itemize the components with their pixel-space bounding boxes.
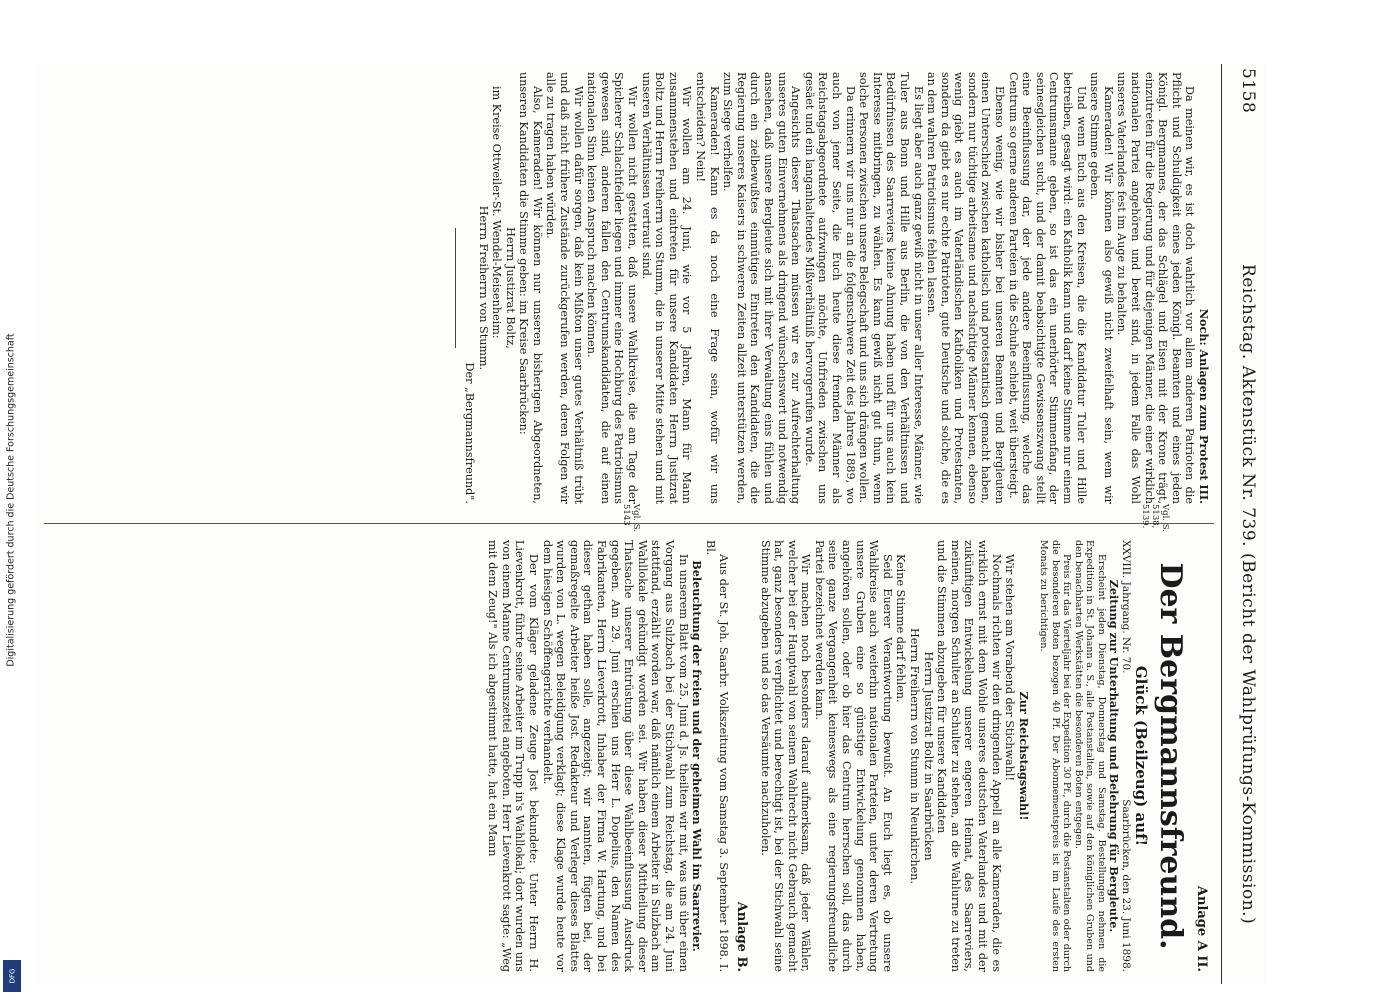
article-title: Beleuchtung der freien und der geheimen Wahl im Saarrevier. xyxy=(690,560,705,952)
candidate-stumm: Herrn Freiherrn von Stumm. xyxy=(476,205,490,371)
signature: Der „Bergmannsfreund". xyxy=(462,362,476,504)
paragraph: Nochmals richten wir den dringenden Appell an alle Kameraden, die es wirklich ernst mit dem Wohle unseres deutschen Vaterlandes und mit der zukünftigen Entwickelung unserer engeren Heimat, des Saarreviers, meinen, morgen Schulter an Schulter zu stehen, an die Wahlurne zu treten und die Stimmen abzugeben für unsere Kandidaten xyxy=(935,540,1003,972)
dfg-logo xyxy=(3,960,21,992)
section-title: Zur Reichstagswahl! xyxy=(1016,691,1031,821)
paragraph: Wir wollen am 24. Juni, wie vor 5 Jahren, Mann für Mann zusammenstehen und eintreten für unsere Kandidaten Herrn Justizrat Boltz und Herrn Freiherrn von Stumm, die in unserer Mitte stehen und mit unseren Verhältnissen vertraut sind. xyxy=(639,72,694,504)
paragraph: Und wenn Euch aus den Kreisen, die die Kandidatur Tuler und Hille betreiben, gesagt wird: ein Katholik kann und darf keine Stimme nur einem Centrumsmanne geben, so ist das ein unerhörter Stimmenfang, der seinesgleichen sucht, und der damit beabsichtigte Gewissenszwang stellt eine Beeinflussung dar, der jede andere Beeinflussung, welche das Centrum so gerne anderen Parteien in die Schuhe schiebt, weit übersteigt. xyxy=(1006,72,1088,504)
paragraph: Ebenso wenig, wie wir bisher bei unseren Beamten und Bergleuten einen Unterschied zwischen katholisch und protestantisch gemacht haben, sondern nur tüchtige arbeitsame und nachsichtige Männer kennen, ebenso wenig giebt es auch im Vaterländischen Katholiken und Protestanten, sondern da giebt es nur echte Patrioten, gute Deutsche und solche, die es an dem wahren Patriotismus fehlen lassen. xyxy=(925,72,1007,504)
paragraph: Wir stehen am Vorabend der Stichwahl! xyxy=(1003,554,1017,781)
annex-b-label: Anlage B. xyxy=(733,901,749,972)
paragraph: Wir wollen nicht gestatten, daß unsere Wahlkreise, die am Tage der Spicherer Schlachtfelder liegen und immer eine Hochburg des Patriotismus gewesen sind, anderen fallen den Centrumskandidaten, die auf einen nationalen Sinn keinen Anspruch machen können. xyxy=(585,72,640,504)
paragraph: Da erinnern wir uns nur an die folgenschwere Zeit des Jahres 1889, wo auch von jener Seite, die Euch heute diese fremden Männer als Reichstagsabgeordnete aufzwingen möchte, Unfrieden zwischen uns gesäet und ein langanhaltendes Mißverhältniß hervorgerufen wurde. xyxy=(802,72,857,504)
paragraph: Wir machen noch besonders darauf aufmerksam, daß jeder Wähler, welcher bei der Hauptwahl von seinem Wahlrecht nicht Gebrauch gemacht hat, ganz besonders verpflichtet und berechtigt ist, bei der Stichwahl seine Stimme abzugeben und so das Versäumte nachzuholen. xyxy=(758,540,813,972)
paragraph: Da meinen wir, es ist doch wahrlich vor allem anderen Patrioten die Pflicht und Schuldigkeit eines jeden Königl. Beamten und eines jeden Königl. Bergmannes, der das Schlägel und Eisen mit der Krone trägt, einzutreten für die Regierung und für diejenigen Männer, die einer wirklich nationalen Partei angehören und bereit sind, in jedem Falle das Wohl unseres Vaterlandes fest im Auge zu behalten. xyxy=(1115,72,1197,504)
candidate-boltz: Herrn Justizrat Boltz in Saarbrücken xyxy=(921,651,935,861)
price-info: Preis für das Vierteljahr bei der Expedition 30 Pf., durch die Postanstalten oder durch die besonderen Boten bezogen 40 Pf. Der Abonnementspreis ist im Laufe des ersten Monats zu berichtigen. xyxy=(1038,540,1073,972)
paragraph: Wir wollen dafür sorgen, daß kein Mißton unser gutes Verhältniß trübt und daß nicht frühere Zustände zurückgerufen werden, deren Folgen wir alle zu tragen haben würden. xyxy=(544,72,585,504)
candidate-stumm: Herrn Freiherrn von Stumm in Neunkirchen. xyxy=(908,627,922,885)
paragraph: Der vom Kläger geladene Zeuge Jost bekundete: Unter Herrn H. Lievenkrott, führte seine Arbeiter im Trupp in's Wahllokal; dort wurden uns von einem Manne Centrumszettel angeboten. Herr Lievenkrott sagte: „Weg mit dem Zeug!" Als ich abgestimmt hatte, hat ein Mann xyxy=(486,540,541,972)
page-number: 5158 xyxy=(1238,68,1258,114)
paragraph: Also, Kameraden! Wir können nur unseren bisherigen Abgeordneten, unseren Kandidaten die Stimme geben: im Kreise Saarbrücken: xyxy=(517,72,544,504)
closing-rule xyxy=(455,228,456,348)
left-paragraphs xyxy=(517,72,1197,504)
page-title: Reichstag. Aktenstück Nr. 739. (Bericht der Wahlprüfungs-Kommission.) xyxy=(1238,264,1258,925)
subscription-info: Erscheint jeden Dienstag, Donnerstag und Samstag. Bestellungen nehmen die Expedition in St. Johann a. S., alle Postanstalten, sowie auf den königlichen Gruben und den benachbarten Werkstätten die besonderen Boten entgegen. xyxy=(1072,540,1107,972)
volume-number: XXVIII. Jahrgang. Nr. 70. xyxy=(1120,540,1133,674)
dfg-banner xyxy=(0,0,22,1000)
margin-note-2: Vgl. S. 5143 xyxy=(621,504,641,532)
paragraph: Keine Stimme darf fehlen. xyxy=(894,554,908,703)
paragraph: Kameraden! Wir können also gewiß nicht zweifelhaft sein, wem wir unsere Stimme geben. xyxy=(1088,72,1115,504)
paragraph: Seid Euerer Verantwortung bewußt. An Euch liegt es, ob unsere Wahlkreise auch weiterhin nationalen Parteien, unter deren Vertretung unsere Gruben eine so günstige Entwickelung genommen haben, angehören sollen, oder ob hier das Centrum herrschen soll, das durch seine ganze Vergangenheit keineswegs als eine regierungsfreundliche Partei bezeichnet werden kann. xyxy=(812,540,894,972)
left-column xyxy=(449,72,1210,504)
paragraph: Angesichts dieser Thatsachen müssen wir es zur Aufrechterhaltung unseres guten Einvernehmens als dringend wünschenswert und notwendig ansehen, daß unsere Bergleute sich mit ihrer Verwaltung eins fühlen und durch ein zielbewußtes einmütiges Eintreten den Kandidaten, die die Regierung unseres Kaisers in schweren Zeiten allzeit unterstützen werden, zum Siege verhelfen. xyxy=(721,72,803,504)
dfg-banner-text: Digitalisierung gefördert durch die Deutsche Forschungsgemeinschaft xyxy=(5,333,17,667)
annex-a2-label: Anlage A II. xyxy=(1194,885,1209,972)
header-rule xyxy=(1221,64,1222,984)
dateline xyxy=(1120,540,1132,972)
dfg-logo-text: DFG xyxy=(8,968,16,984)
margin-note-1: Vgl. S. 5138, 5139. xyxy=(1140,504,1170,532)
greeting: Glück (Beilzeug) auf! xyxy=(1132,665,1151,847)
source-line: Aus der St. Joh. Saarbr. Volkszeitung vom Samstag 3. September 1898. I. Bl. xyxy=(703,540,731,972)
newspaper-page xyxy=(36,64,1266,984)
paragraph: In unserem Blatt vom 25. Juni d. Js. theilten wir mit, was uns über einen Vorgang aus Sulzbach bei der Stichwahl zum Reichstag, die am 24. Juni stattfand, erzählt worden war, daß nämlich einem Arbeiter in Sulzbach am Wahllokale gekündigt worden sei. Wir haben dieser Mittheilung dieser Thatsache unserer Entrüstung über diese Wahlbeeinflussung Ausdruck gegeben. Am 29. Juni erschien uns Herr L. Dopelius, den Namen des Fabrikanten, Herrn Lieverkrott, Inhaber der Firma W. Hartung, und bei dieser gethan haben solle, angezeigt; wir nannten, fügten bei, der gemaßregelte Arbeiter heiße Jost. Redakteur und Verleger dieses Blattes wurden von L. wegen Beleidigung verklagt; diese Klage wurde heute vor dem hiesigen Schöffengerichte verhandelt. xyxy=(540,540,690,972)
newspaper-subtitle: Zeitung zur Unterhaltung und Belehrung für Bergleute. xyxy=(1107,579,1122,933)
district-label: im Kreise Ottweiler-St. Wendel-Meisenheim: xyxy=(490,86,504,339)
paragraph: Es liegt aber auch ganz gewiß nicht in unser aller Interesse, Männer, wie Tuler aus Bonn und Hille aus Berlin, die von den Verhältnissen und Bedürfnissen des Saarreviers keine Ahnung haben und für uns auch kein Interesse mitbringen, zu wählen. Es kann gewiß nicht gut thun, wenn solche Personen zwischen unsere Belegschaft und uns sich drängen wollen. xyxy=(857,72,925,504)
continuation-label: Noch: Anlagen zum Protest III. xyxy=(1197,308,1211,504)
paragraph: Kameraden! Kann es da noch eine Frage sein, wofür wir uns entscheiden? Nein! xyxy=(694,72,721,504)
right-column xyxy=(486,540,1210,972)
place-date: Saarbrücken, den 23. Juni 1898. xyxy=(1120,799,1133,972)
candidate-boltz: Herrn Justizrat Boltz, xyxy=(503,227,517,349)
masthead: Der Bergmannsfreund. xyxy=(1153,562,1189,950)
